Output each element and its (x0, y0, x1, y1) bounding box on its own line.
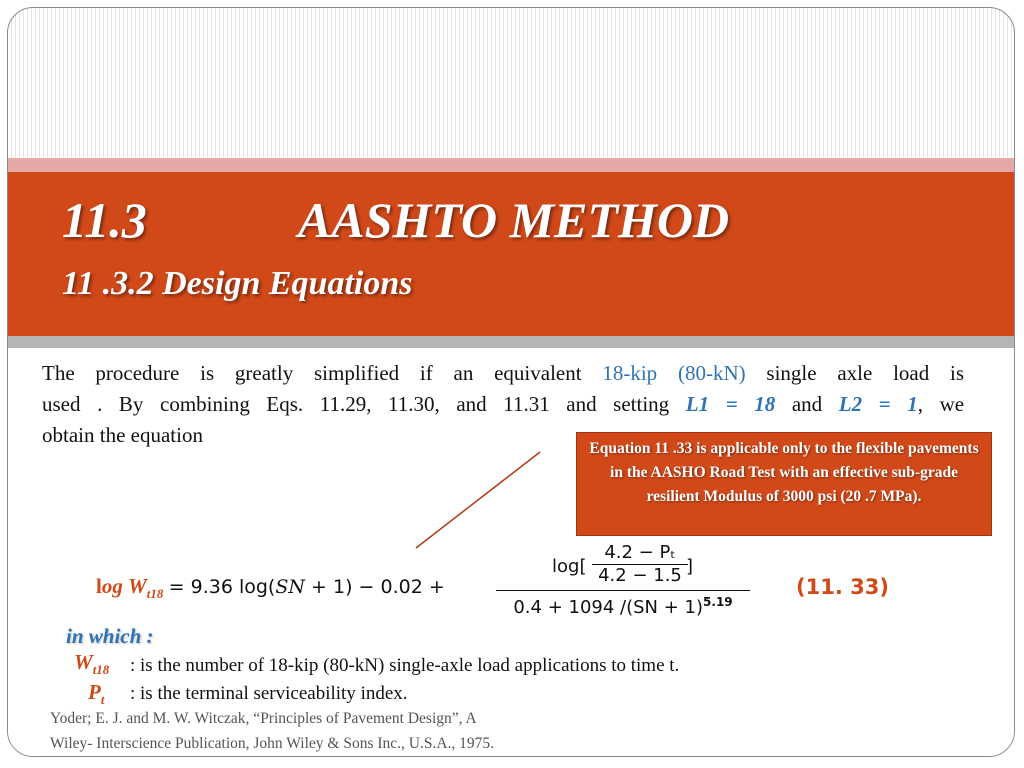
denominator-text: 0.4 + 1094 /(SN + 1) (513, 597, 704, 618)
equation-lhs (96, 574, 445, 602)
p-definition-text: : is the terminal serviceability index. (130, 683, 408, 704)
symbol-letter: P (88, 680, 101, 704)
equation-number: (11. 33) (796, 575, 889, 599)
w-symbol: W (128, 574, 147, 598)
header-divider-band (8, 336, 1014, 348)
text-run: The procedure is greatly simplified if an equivalent (42, 361, 582, 385)
symbol-subscript: t (100, 692, 105, 708)
symbol-subscript: t18 (92, 662, 110, 678)
w-definition-symbol (74, 650, 109, 678)
denominator-exponent: 5.19 (703, 595, 733, 609)
header-accent-band (8, 158, 1014, 172)
inner-bottom: 4.2 − 1.5 (598, 565, 682, 586)
rhs-part: = 9.36 log( (168, 576, 276, 598)
paragraph-line-1 (42, 358, 964, 389)
section-title: AASHTO METHOD (298, 192, 730, 248)
paragraph-line-2 (42, 389, 964, 420)
log-l: l (96, 574, 102, 598)
inner-top: 4.2 − Pₜ (592, 542, 688, 565)
numerator-log: log[ (552, 556, 587, 577)
fraction-numerator (496, 542, 750, 588)
equation-fraction (496, 542, 750, 618)
numerator-close: ] (686, 556, 694, 577)
text-run: and (791, 392, 823, 416)
highlight-load: 18-kip (80-kN) (602, 361, 746, 385)
slide-subtitle: 11 .3.2 Design Equations (62, 265, 413, 302)
w-subscript: t18 (146, 586, 164, 602)
reference-line-1: Yoder; E. J. and M. W. Witczak, “Principles of Pavement Design”, A (50, 710, 477, 727)
fraction-denominator (496, 591, 750, 618)
reference-citation (50, 706, 494, 756)
text-run: , we (917, 392, 965, 416)
l1-value: L1 = 18 (685, 392, 776, 416)
rhs-part: + 1) − 0.02 + (305, 576, 445, 598)
inner-fraction (592, 542, 688, 587)
paragraph-line-3: obtain the equation (42, 423, 203, 447)
slide-title (62, 190, 729, 250)
text-run: used . By combining Eqs. 11.29, 11.30, and 11.31 and setting (42, 392, 670, 416)
sn-symbol: SN (275, 576, 305, 598)
w-definition-text: : is the number of 18-kip (80-kN) single-axle load applications to time t. (130, 655, 680, 676)
in-which-label: in which : (66, 624, 154, 648)
reference-line-2: Wiley- Interscience Publication, John Wiley & Sons Inc., U.S.A., 1975. (50, 735, 495, 752)
symbol-letter: W (74, 650, 93, 674)
section-number: 11.3 (62, 192, 147, 248)
text-run: single axle load is (766, 361, 965, 385)
design-equation (96, 542, 896, 622)
callout-box: Equation 11 .33 is applicable only to the flexible pavements in the AASHO Road Test with an effective sub-grade resilient Modulus of 3000 psi (20 .7 MPa). (576, 432, 992, 536)
l2-value: L2 = 1 (838, 392, 918, 416)
log-og: og (101, 574, 123, 598)
p-definition-symbol (88, 680, 104, 708)
equation-rhs (169, 576, 445, 598)
